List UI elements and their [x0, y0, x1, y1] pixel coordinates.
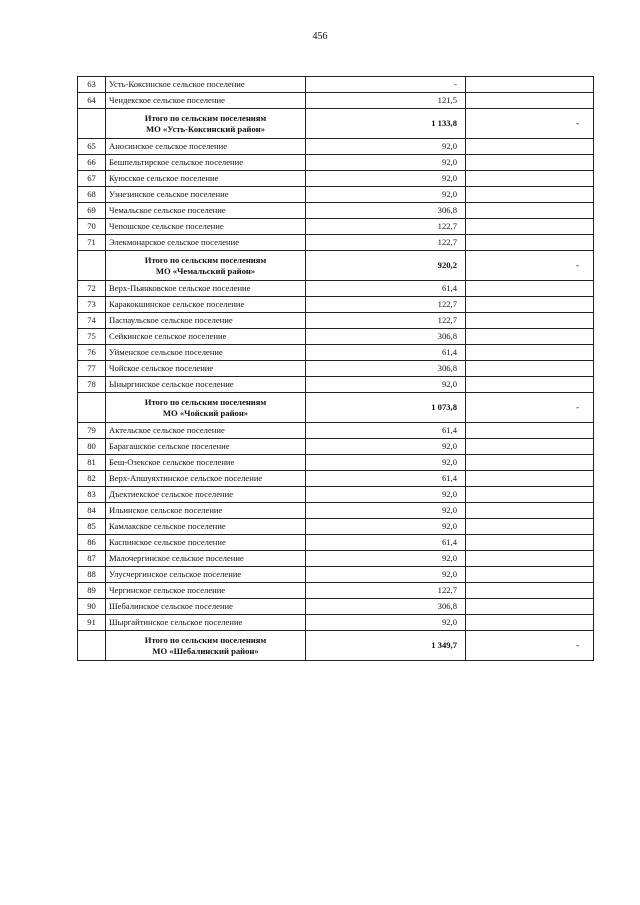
table-row [78, 171, 594, 187]
amount-value: 92,0 [306, 139, 466, 155]
settlement-name: Ыныргинское сельское поселение [106, 377, 306, 393]
settlement-name: Каракокшинское сельское поселение [106, 297, 306, 313]
extra-value [466, 219, 594, 235]
subtotal-extra: - [466, 393, 594, 423]
amount-value: 92,0 [306, 519, 466, 535]
extra-value [466, 583, 594, 599]
subtotal-value: 1 349,7 [306, 631, 466, 661]
settlement-name: Верх-Пьянковское сельское поселение [106, 281, 306, 297]
row-number: 68 [78, 187, 106, 203]
subtotal-extra: - [466, 109, 594, 139]
settlement-name: Куюсское сельское поселение [106, 171, 306, 187]
table-row [78, 297, 594, 313]
amount-value: 92,0 [306, 155, 466, 171]
amount-value: 92,0 [306, 455, 466, 471]
amount-value: 61,4 [306, 535, 466, 551]
settlement-name: Усть-Коксинское сельское поселение [106, 77, 306, 93]
extra-value [466, 519, 594, 535]
table-row [78, 187, 594, 203]
row-number: 87 [78, 551, 106, 567]
row-number: 71 [78, 235, 106, 251]
table-row [78, 583, 594, 599]
extra-value [466, 615, 594, 631]
table-row [78, 203, 594, 219]
amount-value: 92,0 [306, 487, 466, 503]
settlement-name: Чергинское сельское поселение [106, 583, 306, 599]
table-row [78, 77, 594, 93]
table-row [78, 599, 594, 615]
table-row [78, 471, 594, 487]
subtotal-label-line1: Итого по сельским поселениям [144, 254, 267, 265]
subtotal-label [106, 631, 306, 661]
row-number: 81 [78, 455, 106, 471]
settlement-name: Шебалинское сельское поселение [106, 599, 306, 615]
row-number: 84 [78, 503, 106, 519]
extra-value [466, 77, 594, 93]
subtotal-label [106, 393, 306, 423]
amount-value: 61,4 [306, 345, 466, 361]
subtotal-value: 1 073,8 [306, 393, 466, 423]
subtotal-row [78, 109, 594, 139]
table-row [78, 329, 594, 345]
amount-value: 92,0 [306, 503, 466, 519]
amount-value: 92,0 [306, 615, 466, 631]
row-number: 88 [78, 567, 106, 583]
settlement-name: Каспинское сельское поселение [106, 535, 306, 551]
subtotal-number [78, 251, 106, 281]
row-number: 82 [78, 471, 106, 487]
table-row [78, 361, 594, 377]
extra-value [466, 567, 594, 583]
table-row [78, 377, 594, 393]
subtotal-label-line2: МО «Чойский район» [162, 407, 249, 418]
table-row [78, 519, 594, 535]
extra-value [466, 297, 594, 313]
row-number: 90 [78, 599, 106, 615]
settlement-name: Сейкинское сельское поселение [106, 329, 306, 345]
table-row [78, 567, 594, 583]
amount-value: 306,8 [306, 361, 466, 377]
extra-value [466, 377, 594, 393]
settlement-name: Чендекское сельское поселение [106, 93, 306, 109]
row-number: 70 [78, 219, 106, 235]
row-number: 72 [78, 281, 106, 297]
settlement-name: Чойское сельское поселение [106, 361, 306, 377]
settlement-name: Улусчергинское сельское поселение [106, 567, 306, 583]
table-row [78, 219, 594, 235]
extra-value [466, 599, 594, 615]
settlement-name: Паспаульское сельское поселение [106, 313, 306, 329]
extra-value [466, 139, 594, 155]
table-row [78, 93, 594, 109]
subtotal-number [78, 631, 106, 661]
table-row [78, 439, 594, 455]
table-row [78, 155, 594, 171]
table-row [78, 139, 594, 155]
extra-value [466, 535, 594, 551]
subtotal-value: 1 133,8 [306, 109, 466, 139]
row-number: 65 [78, 139, 106, 155]
amount-value: 61,4 [306, 281, 466, 297]
table-row [78, 455, 594, 471]
settlement-name: Беш-Озекское сельское поселение [106, 455, 306, 471]
row-number: 80 [78, 439, 106, 455]
subtotal-label [106, 109, 306, 139]
subtotal-row [78, 631, 594, 661]
table-row [78, 487, 594, 503]
amount-value: 92,0 [306, 551, 466, 567]
subtotal-label [106, 251, 306, 281]
row-number: 77 [78, 361, 106, 377]
table-row [78, 281, 594, 297]
extra-value [466, 281, 594, 297]
extra-value [466, 155, 594, 171]
settlement-name: Верх-Апшуяхтинское сельское поселение [106, 471, 306, 487]
amount-value: 121,5 [306, 93, 466, 109]
amount-value: 306,8 [306, 599, 466, 615]
subtotal-number [78, 393, 106, 423]
row-number: 66 [78, 155, 106, 171]
extra-value [466, 423, 594, 439]
row-number: 76 [78, 345, 106, 361]
row-number: 86 [78, 535, 106, 551]
settlement-name: Шыргайтинское сельское поселение [106, 615, 306, 631]
extra-value [466, 345, 594, 361]
extra-value [466, 329, 594, 345]
extra-value [466, 93, 594, 109]
settlement-name: Уйменское сельское поселение [106, 345, 306, 361]
row-number: 73 [78, 297, 106, 313]
amount-value: 92,0 [306, 187, 466, 203]
row-number: 79 [78, 423, 106, 439]
table-row [78, 503, 594, 519]
subtotal-label-line1: Итого по сельским поселениям [144, 634, 267, 645]
settlement-name: Барагашское сельское поселение [106, 439, 306, 455]
settlement-name: Аносинское сельское поселение [106, 139, 306, 155]
subtotal-label-line2: МО «Шебалинский район» [152, 645, 259, 656]
table-row [78, 423, 594, 439]
subtotal-label-line1: Итого по сельским поселениям [144, 396, 267, 407]
extra-value [466, 503, 594, 519]
budget-allocation-table [77, 76, 594, 661]
amount-value: 306,8 [306, 203, 466, 219]
settlement-name: Ильинское сельское поселение [106, 503, 306, 519]
extra-value [466, 487, 594, 503]
row-number: 63 [78, 77, 106, 93]
page-number: 456 [312, 31, 328, 42]
subtotal-row [78, 251, 594, 281]
table-row [78, 313, 594, 329]
row-number: 75 [78, 329, 106, 345]
extra-value [466, 203, 594, 219]
subtotal-row [78, 393, 594, 423]
extra-value [466, 187, 594, 203]
row-number: 85 [78, 519, 106, 535]
table-row [78, 535, 594, 551]
settlement-name: Дъектиекское сельское поселение [106, 487, 306, 503]
amount-value: 92,0 [306, 377, 466, 393]
row-number: 67 [78, 171, 106, 187]
amount-value: 92,0 [306, 439, 466, 455]
extra-value [466, 455, 594, 471]
row-number: 78 [78, 377, 106, 393]
amount-value: 306,8 [306, 329, 466, 345]
amount-value: 122,7 [306, 313, 466, 329]
settlement-name: Чепошское сельское поселение [106, 219, 306, 235]
settlement-name: Бешпельтирское сельское поселение [106, 155, 306, 171]
subtotal-extra: - [466, 631, 594, 661]
row-number: 83 [78, 487, 106, 503]
extra-value [466, 551, 594, 567]
extra-value [466, 439, 594, 455]
subtotal-label-line2: МО «Чемальский район» [155, 265, 256, 276]
extra-value [466, 313, 594, 329]
amount-value: 122,7 [306, 297, 466, 313]
amount-value: 122,7 [306, 235, 466, 251]
settlement-name: Элекмонарское сельское поселение [106, 235, 306, 251]
table-row [78, 615, 594, 631]
settlement-name: Актельское сельское поселение [106, 423, 306, 439]
settlement-name: Чемальское сельское поселение [106, 203, 306, 219]
subtotal-value: 920,2 [306, 251, 466, 281]
amount-value: 92,0 [306, 567, 466, 583]
row-number: 69 [78, 203, 106, 219]
row-number: 89 [78, 583, 106, 599]
row-number: 64 [78, 93, 106, 109]
table-body [78, 77, 594, 661]
extra-value [466, 171, 594, 187]
subtotal-number [78, 109, 106, 139]
extra-value [466, 235, 594, 251]
table-row [78, 345, 594, 361]
extra-value [466, 361, 594, 377]
row-number: 91 [78, 615, 106, 631]
amount-value: - [306, 77, 466, 93]
row-number: 74 [78, 313, 106, 329]
subtotal-extra: - [466, 251, 594, 281]
amount-value: 92,0 [306, 171, 466, 187]
subtotal-label-line1: Итого по сельским поселениям [144, 112, 267, 123]
amount-value: 61,4 [306, 423, 466, 439]
settlement-name: Малочергинское сельское поселение [106, 551, 306, 567]
table-row [78, 551, 594, 567]
extra-value [466, 471, 594, 487]
amount-value: 61,4 [306, 471, 466, 487]
amount-value: 122,7 [306, 583, 466, 599]
settlement-name: Узнезинское сельское поселение [106, 187, 306, 203]
amount-value: 122,7 [306, 219, 466, 235]
settlement-name: Камлакское сельское поселение [106, 519, 306, 535]
table-row [78, 235, 594, 251]
subtotal-label-line2: МО «Усть-Коксинский район» [145, 123, 265, 134]
